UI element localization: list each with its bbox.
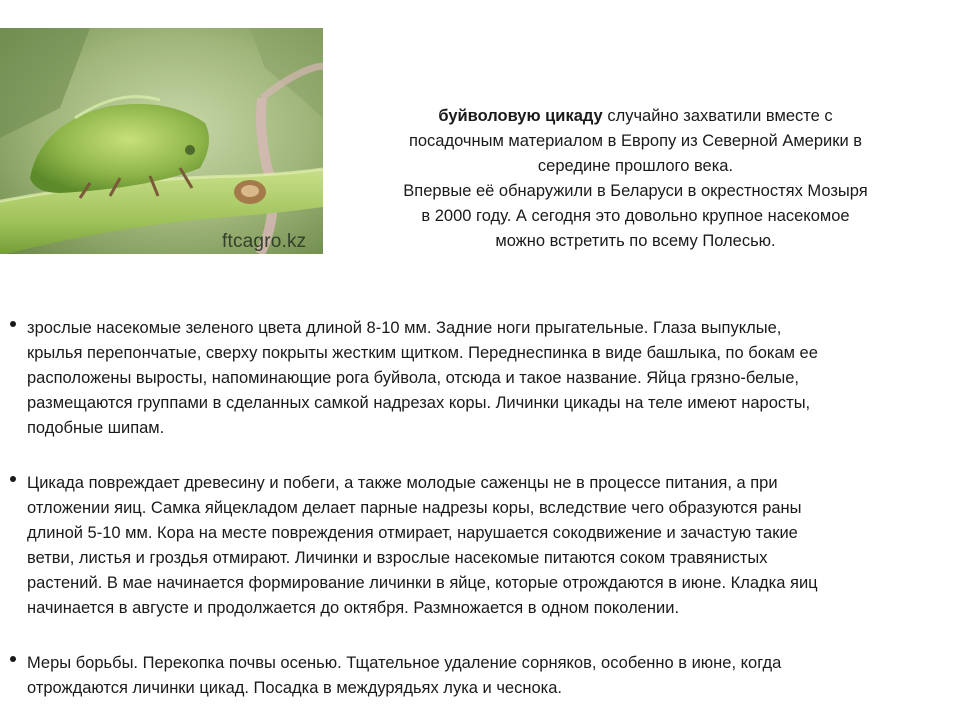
bullet-dot-icon [10,476,16,482]
bullet-line: крылья перепончатые, сверху покрыты жестким щитком. Переднеспинка в виде башлыка, по бокам ее [27,344,818,362]
bullet-line: Цикада повреждает древесину и побеги, а также молодые саженцы не в процессе питания, а при [27,474,778,492]
bullet-line: расположены выросты, напоминающие рога буйвола, отсюда и такое название. Яйца грязно-белые, [27,369,800,387]
intro-line-5: в 2000 году. А сегодня это довольно крупное насекомое [421,207,850,225]
bullet-line: растений. В мае начинается формирование личинки в яйце, которые отрождаются в июне. Кладка яиц [27,574,818,592]
bullet-line: ветви, листья и гроздья отмирают. Личинки и взрослые насекомые питаются соком травянистых [27,549,768,567]
intro-line-2: посадочным материалом в Европу из Северной Америки в [408,132,863,150]
intro-line-1-rest: случайно захватили вместе с [602,107,833,125]
bullet-dot-icon [10,321,16,327]
intro-line-4: Впервые её обнаружили в Беларуси в окрестностях Мозыря [403,182,868,200]
bullet-line: начинается в августе и продолжается до октября. Размножается в одном поколении. [27,599,680,617]
bullet-line: Меры борьбы. Перекопка почвы осенью. Тщательное удаление сорняков, особенно в июне, когда [27,654,782,672]
image-watermark: ftcagro.kz [222,231,307,252]
bullet-text [27,651,942,701]
intro-paragraph [358,104,913,254]
bullet-line: размещаются группами в сделанных самкой надрезах коры. Личинки цикады на теле имеют наросты, [27,394,811,412]
bullet-line: подобные шипам. [27,419,165,437]
bullet-line: отрождаются личинки цикад. Посадка в междурядьях лука и чеснока. [27,679,562,697]
intro-line-6: можно встретить по всему Полесью. [495,232,776,250]
treehopper-photo [0,28,323,254]
intro-line-3: середине прошлого века. [537,157,734,175]
bullet-line: отложении яиц. Самка яйцекладом делает парные надрезы коры, вследствие чего образуются раны [27,499,802,517]
treehopper-illustration [0,28,323,254]
bullet-text [27,471,942,621]
bullet-line: длиной 5-10 мм. Кора на месте повреждения отмирает, нарушается сокодвижение и зачастую такие [27,524,798,542]
bullet-dot-icon [10,656,16,662]
intro-bold-term: буйволовую цикаду [438,107,603,125]
bullet-text [27,316,942,441]
bullet-line: зрослые насекомые зеленого цвета длиной 8-10 мм. Задние ноги прыгательные. Глаза выпуклые, [27,319,782,337]
intro-line-1 [358,104,913,129]
